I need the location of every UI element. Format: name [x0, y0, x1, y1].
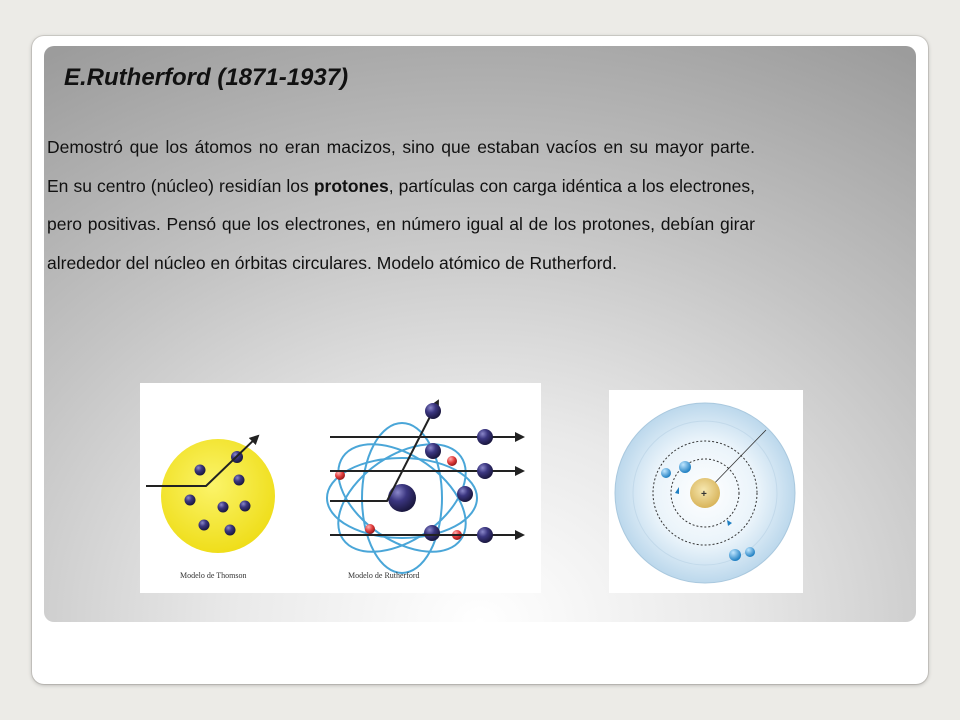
- electron-2: [661, 468, 671, 478]
- atomic-models-illustration: [140, 383, 541, 593]
- paragraph-text-1: Demostró que los átomos no eran macizos, sino que estaban vacíos en su mayor parte. En su centro (núcleo) residían los: [47, 137, 755, 196]
- rutherford-model: [319, 401, 523, 580]
- nucleus: [388, 484, 416, 512]
- slide-title: E.Rutherford (1871-1937): [64, 64, 349, 91]
- electron-3: [729, 549, 741, 561]
- svg-text:+: +: [701, 489, 707, 500]
- thomson-caption: Modelo de Thomson: [180, 571, 247, 580]
- atomic-models-figure: [140, 383, 541, 593]
- paragraph-text-2: , partículas con carga idéntica a los electrones, pero positivas. Pensó que los electrones, en número igual al de los protones, debían girar alrededor del núcleo en órbitas circulares. Modelo atómico de Rutherford.: [47, 175, 755, 273]
- rutherford-orbit-figure: [609, 390, 803, 593]
- rutherford-caption: Modelo de Rutherford: [348, 571, 420, 580]
- electron-4: [745, 547, 755, 557]
- slide-paragraph: [47, 128, 755, 282]
- orbit-illustration: [609, 390, 803, 593]
- thomson-model: [146, 436, 275, 580]
- thomson-sphere: [161, 439, 275, 553]
- electron-1: [679, 461, 691, 473]
- paragraph-bold-protones: protones: [313, 175, 389, 196]
